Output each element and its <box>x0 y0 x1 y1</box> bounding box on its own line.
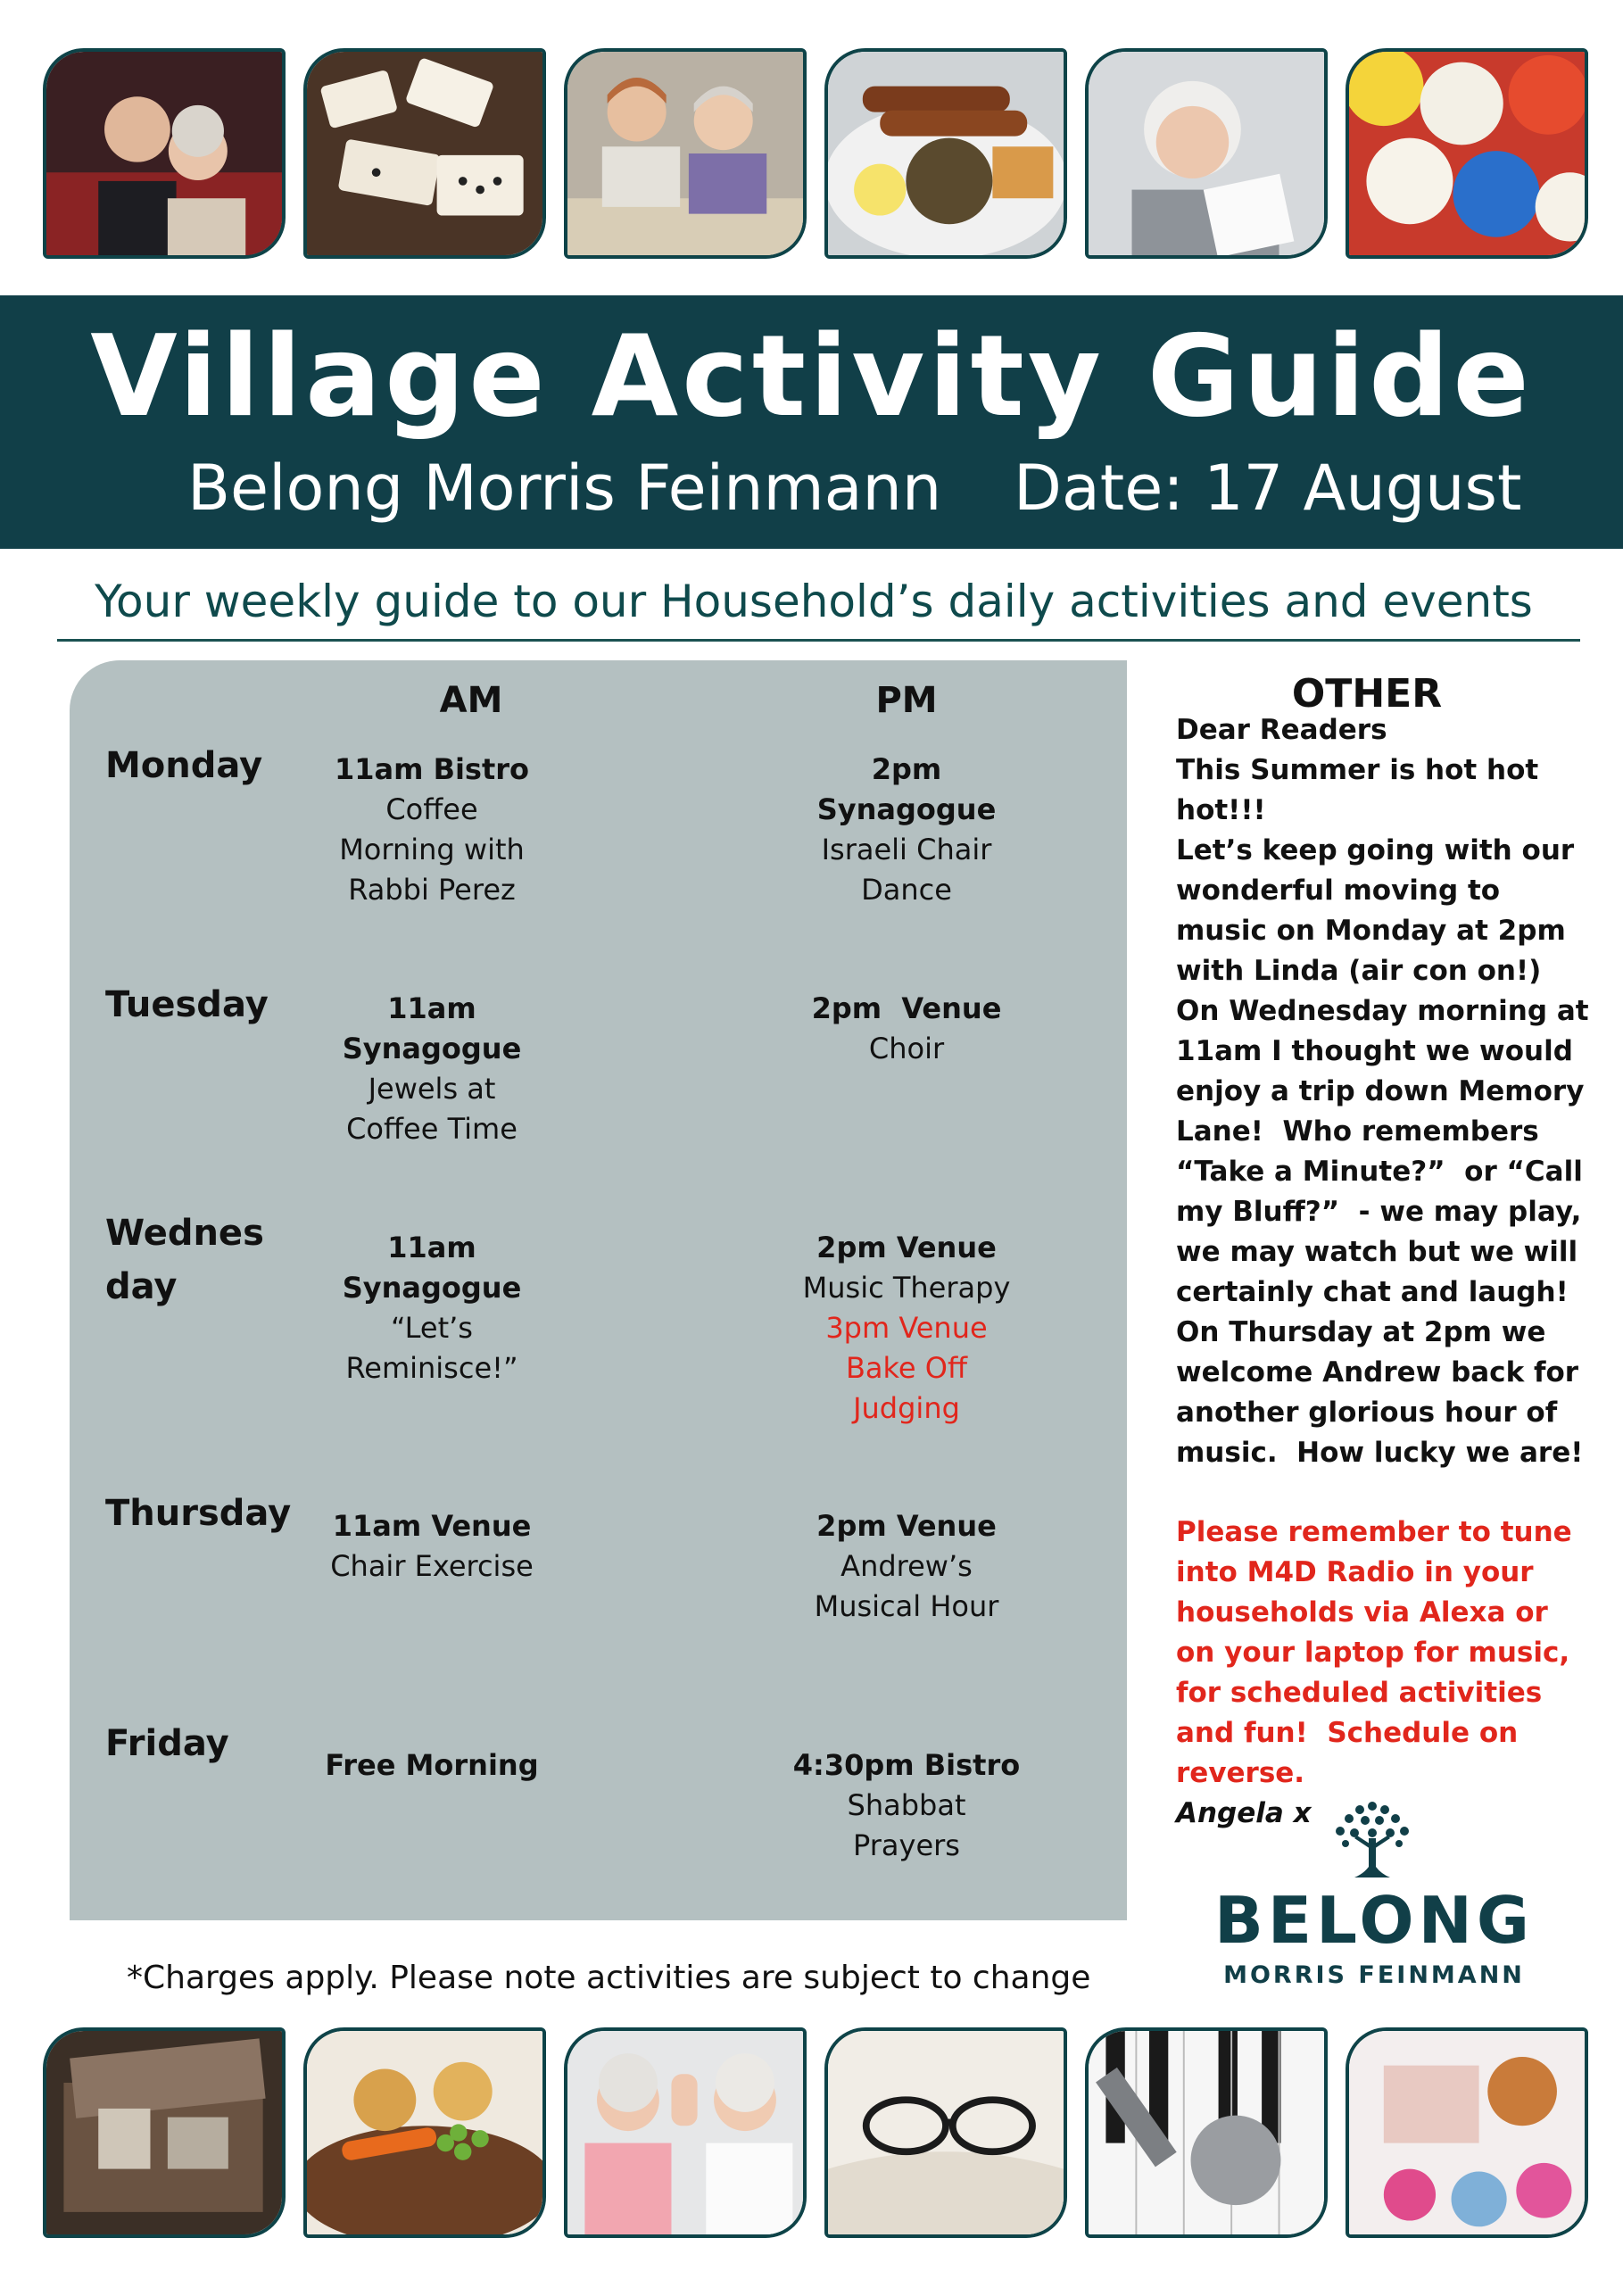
tuesday-pm-activity <box>710 989 1103 1069</box>
friday-pm-text: Shabbat Prayers <box>847 1788 966 1862</box>
day-label-wednesday: Wednes day <box>105 1213 264 1307</box>
radio-notice: Please remember to tune into M4D Radio in your households via Alexa or on your laptop for music, for scheduled activities and fun! Schedule on reverse. <box>1176 1516 1582 1789</box>
jigsaw-ladies-photo <box>564 48 807 259</box>
location-name: Belong Morris Feinmann <box>187 452 942 525</box>
tuesday-pm-text: Choir <box>868 1032 945 1065</box>
day-label-friday: Friday <box>105 1723 229 1764</box>
monday-pm-text: Israeli Chair Dance <box>821 833 992 907</box>
thursday-am-activity <box>236 1506 628 1587</box>
wednesday-pm-text: Music Therapy <box>802 1271 1011 1305</box>
bingo-balls-photo <box>1346 48 1588 259</box>
readers-letter: Dear Readers This Summer is hot hot hot!!! Let’s keep going with our wonderful moving to music on Monday at 2pm with Linda (air con on!) On Wednesday morning at 11am I thought we would enjoy a trip down Memory Lane! Who remembers “Take a Minute?” or “Call my Bluff?” - we may play, we may watch but we will certainly chat and laugh! On Thursday at 2pm we welcome Andrew back for another glorious hour of music. How lucky we are! <box>1176 714 1589 1469</box>
tree-icon <box>1328 1797 1417 1879</box>
memory-box-photo <box>43 2027 286 2238</box>
couple-cinema-photo <box>43 48 286 259</box>
tuesday-am-text: Jewels at Coffee Time <box>346 1072 518 1146</box>
friday-pm-activity <box>710 1745 1103 1866</box>
tagline-divider <box>57 639 1580 642</box>
wednesday-pm-time: 2pm Venue <box>816 1231 997 1264</box>
belong-logo-subtitle: MORRIS FEINMANN <box>1223 1961 1525 1989</box>
tagline: Your weekly guide to our Household’s daily activities and events <box>95 576 1533 627</box>
monday-am-text: Coffee Morning with Rabbi Perez <box>339 792 525 907</box>
glasses-book-photo <box>824 2027 1067 2238</box>
friday-pm-time: 4:30pm Bistro <box>792 1748 1021 1782</box>
pm-column-heading: PM <box>875 680 938 721</box>
thursday-am-text: Chair Exercise <box>330 1549 534 1583</box>
page-title: Village Activity Guide <box>90 311 1533 442</box>
thursday-am-time: 11am Venue <box>332 1509 532 1543</box>
wednesday-bake-off-note: 3pm Venue Bake Off Judging <box>825 1311 988 1425</box>
signoff: Angela x <box>1176 1797 1312 1829</box>
dominoes-photo <box>303 48 546 259</box>
breakfast-plate-photo <box>824 48 1067 259</box>
day-label-thursday: Thursday <box>105 1493 292 1534</box>
monday-pm-activity <box>710 750 1103 910</box>
roast-dinner-photo <box>303 2027 546 2238</box>
bottom-photo-strip <box>43 2027 1595 2245</box>
weekly-schedule <box>70 660 1127 1920</box>
day-label-monday: Monday <box>105 745 263 786</box>
thursday-pm-text: Andrew’s Musical Hour <box>814 1549 999 1623</box>
other-heading: OTHER <box>1291 671 1443 717</box>
knitting-photo <box>1346 2027 1588 2238</box>
monday-pm-time: 2pm Synagogue <box>816 752 997 826</box>
tuesday-am-time: 11am Synagogue <box>342 991 522 1065</box>
tuesday-pm-time: 2pm Venue <box>811 991 1002 1025</box>
friday-am-activity <box>236 1745 628 1786</box>
charges-footnote: *Charges apply. Please note activities are subject to change <box>127 1960 1091 1996</box>
microphone-piano-photo <box>1085 2027 1328 2238</box>
belong-logo-wordmark: BELONG <box>1214 1883 1534 1958</box>
wednesday-pm-activity <box>710 1228 1103 1429</box>
wednesday-am-activity <box>236 1228 628 1388</box>
monday-am-time: 11am Bistro <box>334 752 530 786</box>
card-player-photo <box>1085 48 1328 259</box>
thursday-pm-time: 2pm Venue <box>816 1509 997 1543</box>
day-label-tuesday: Tuesday <box>105 984 269 1025</box>
high-five-photo <box>564 2027 807 2238</box>
wednesday-am-text: “Let’s Reminisce!” <box>345 1311 518 1385</box>
thursday-pm-activity <box>710 1506 1103 1627</box>
top-photo-strip <box>43 48 1595 266</box>
am-column-heading: AM <box>439 680 503 721</box>
guide-date: Date: 17 August <box>1014 452 1522 525</box>
wednesday-am-time: 11am Synagogue <box>342 1231 522 1305</box>
friday-am-time: Free Morning <box>325 1748 539 1782</box>
title-banner <box>0 295 1623 549</box>
monday-am-activity <box>236 750 628 910</box>
tuesday-am-activity <box>236 989 628 1149</box>
